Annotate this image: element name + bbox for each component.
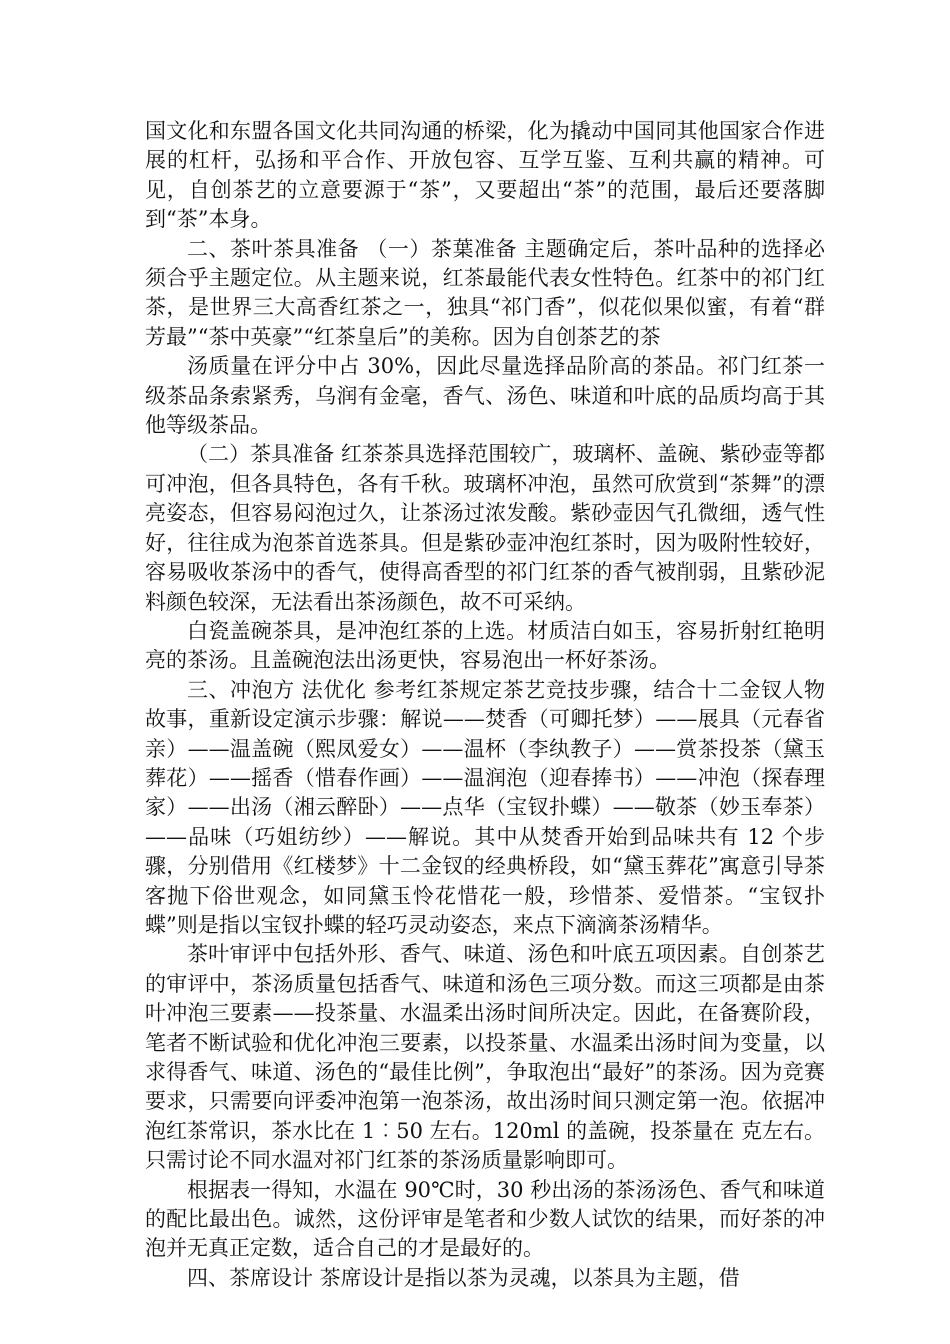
paragraph-tea-preparation: 二、茶叶茶具准备 （一）茶葉准备 主题确定后，茶叶品种的选择必须合乎主题定位。从主题来说，红茶最能代表女性特色。红茶中的祁门红茶，是世界三大高香红茶之一，独具“祁门香”，似花似果似蜜，有着“群芳最”“茶中英豪”“红茶皇后”的美称。因为自创茶艺的茶 <box>145 236 825 349</box>
paragraph-white-porcelain: 白瓷盖碗茶具，是冲泡红茶的上选。材质洁白如玉，容易折射红艳明亮的茶汤。且盖碗泡法出汤更快，容易泡出一杯好茶汤。 <box>145 618 825 673</box>
paragraph-teaware-preparation: （二）茶具准备 红茶茶具选择范围较广，玻璃杯、盖碗、紫砂壶等都可冲泡，但各具特色，各有千秋。玻璃杯冲泡，虽然可欣赏到“茶舞”的漂亮姿态，但容易闷泡过久，让茶汤过浓发酸。紫砂壶因气孔微细，透气性好，往往成为泡茶首选茶具。但是紫砂壶冲泡红茶时，因为吸附性较好，容易吸收茶汤中的香气，使得高香型的祁门红茶的香气被削弱，且紫砂泥料颜色较深，无法看出茶汤颜色，故不可采纳。 <box>145 442 825 614</box>
paragraph-water-temperature: 根据表一得知，水温在 90℃时，30 秒出汤的茶汤汤色、香气和味道的配比最出色。诚然，这份评审是笔者和少数人试饮的结果，而好茶的冲泡并无真正定数，适合自己的才是最好的。 <box>145 1177 825 1261</box>
paragraph-brewing-method: 三、冲泡方 法优化 参考红茶规定茶艺竞技步骤，结合十二金钗人物故事，重新设定演示步骤：解说——焚香（可卿托梦）——展具（元春省亲）——温盖碗（熙凤爱女）——温杯（李纨教子）——赏茶投茶（黛玉葬花）——摇香（惜春作画）——温润泡（迎春捧书）——冲泡（探春理家）——出汤（湘云醉卧）——点华（宝钗扑蝶）——敬茶（妙玉奉茶）——品味（巧姐纺纱）——解说。其中从焚香开始到品味共有 12 个步骤，分别借用《红楼梦》十二金钗的经典桥段，如“黛玉葬花”寓意引导茶客抛下俗世观念，如同黛玉怜花惜花一般，珍惜茶、爱惜茶。“宝钗扑蝶”则是指以宝钗扑蝶的轻巧灵动姿态，来点下滴滴茶汤精华。 <box>145 677 825 937</box>
paragraph-tea-evaluation: 茶叶审评中包括外形、香气、味道、汤色和叶底五项因素。自创茶艺的审评中，茶汤质量包括香气、味道和汤色三项分数。而这三项都是由茶叶冲泡三要素——投茶量、水温柔出汤时间所决定。因此，在备赛阶段，笔者不断试验和优化冲泡三要素，以投茶量、水温柔出汤时间为变量，以求得香气、味道、汤色的“最佳比例”，争取泡出“最好”的茶汤。因为竞赛要求，只需要向评委冲泡第一泡茶汤，故出汤时间只测定第一泡。依据冲泡红茶常识，茶水比在 1︰50 左右。120ml 的盖碗，投茶量在 克左右。只需讨论不同水温对祁门红茶的茶汤质量影响即可。 <box>145 942 825 1173</box>
body-text <box>145 117 825 1293</box>
paragraph-continuation: 国文化和东盟各国文化共同沟通的桥梁，化为撬动中国同其他国家合作进展的杠杆，弘扬和平合作、开放包容、互学互鉴、互利共赢的精神。可见，自创茶艺的立意要源于“茶”，又要超出“茶”的范围，最后还要落脚到“茶”本身。 <box>145 119 825 232</box>
paragraph-tea-quality: 汤质量在评分中占 30%，因此尽量选择品阶高的茶品。祁门红茶一级茶品条索紧秀，乌润有金毫，香气、汤色、味道和叶底的品质均高于其他等级茶品。 <box>145 354 825 438</box>
paragraph-tea-table-design: 四、茶席设计 茶席设计是指以茶为灵魂，以茶具为主题，借 <box>187 1265 740 1290</box>
